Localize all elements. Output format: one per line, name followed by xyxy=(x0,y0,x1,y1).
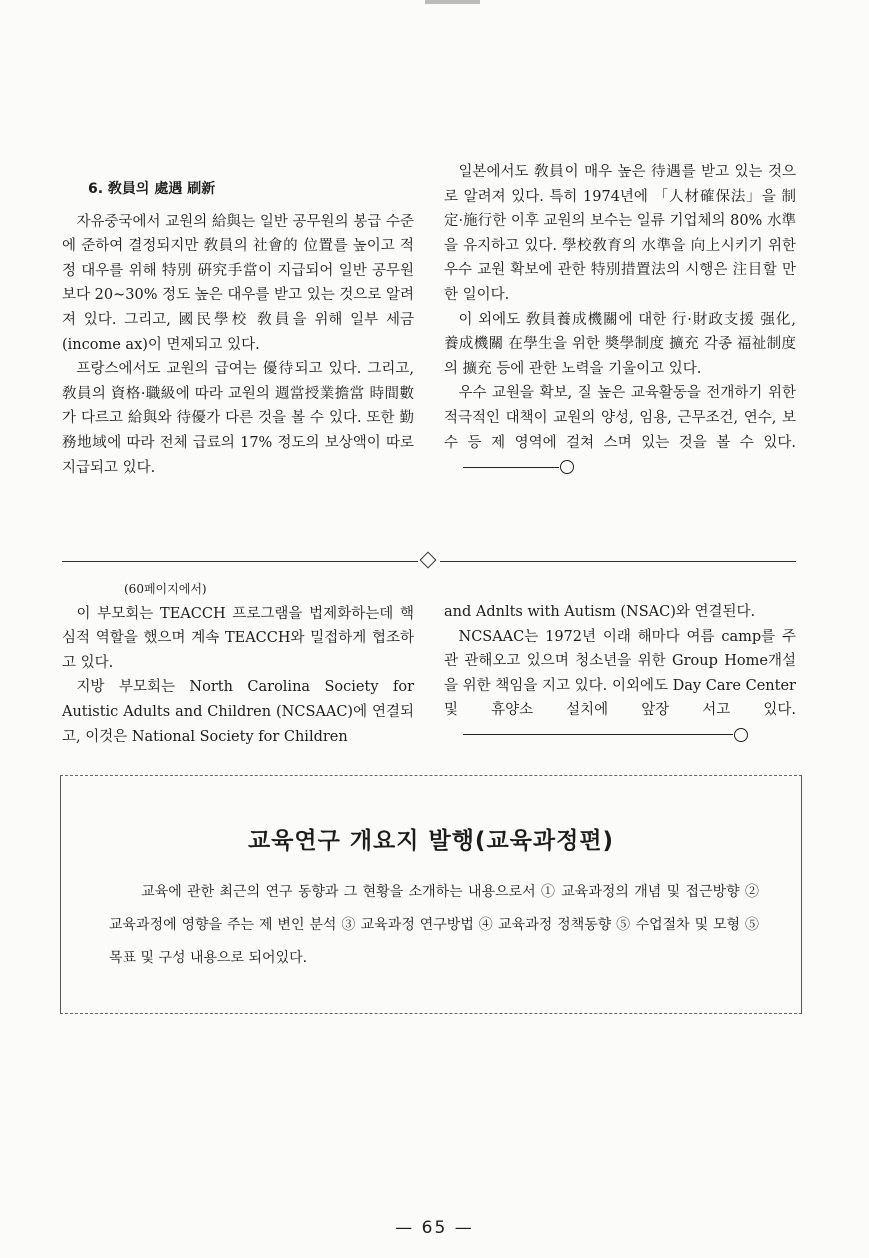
upper-right-column xyxy=(444,160,796,480)
paragraph: 일본에서도 敎員이 매우 높은 待遇를 받고 있는 것으로 알려져 있다. 특히 1974년에 「人材確保法」을 制定·施行한 이후 교원의 보수는 일류 기업체의 80% 水準을 유지하고 있다. 學校敎育의 水準을 向上시키기 위한 우수 교원 확보에 관한 特別措置法의 시행은 注目할 만한 일이다. xyxy=(444,164,796,303)
notice-title: 교육연구 개요지 발행(교육과정편) xyxy=(247,828,615,854)
section-heading: 6. 敎員의 處遇 刷新 xyxy=(88,181,216,197)
top-edge-mark xyxy=(425,0,480,4)
notice-box xyxy=(60,775,802,1014)
continued-from-note: (60페이지에서) xyxy=(124,582,207,596)
page-number: — 65 — xyxy=(395,1218,474,1238)
paragraph: 지방 부모회는 North Carolina Society for Autistic Adults and Children (NCSAAC)에 연결되고, 이것은 National Society for Children xyxy=(62,679,414,745)
section-divider-left xyxy=(62,561,418,562)
paragraph-text: NCSAAC는 1972년 이래 해마다 여름 camp를 주관 관해오고 있으며 청소년을 위한 Group Home개설을 위한 책임을 지고 있다. 이외에도 Day Care Center 및 휴양소 설치에 앞장 서고 있다. xyxy=(444,628,796,719)
paragraph: 이 부모회는 TEACCH 프로그램을 법제화하는데 핵심적 역할을 했으며 계속 TEACCH와 밀접하게 협조하고 있다. xyxy=(62,605,414,671)
notice-text: 교육에 관한 최근의 연구 동향과 그 현황을 소개하는 내용으로서 ① 교육과정의 개념 및 접근방향 ② 교육과정에 영향을 주는 제 변인 분석 ③ 교육과정 연구방법 ④ 교육과정 정책동향 ⑤ 수업절차 및 모형 ⑤ 목표 및 구성 내용으로 되어있다. xyxy=(109,884,759,966)
divider-diamond-icon xyxy=(420,552,437,569)
paragraph: 프랑스에서도 교원의 급여는 優待되고 있다. 그리고, 敎員의 資格·職級에 따라 교원의 週當授業擔當 時間數가 다르고 給與와 待優가 다른 것을 볼 수 있다. 또한 勤務地域에 따라 전체 급료의 17% 정도의 보상액이 따로 지급되고 있다. xyxy=(62,361,414,476)
end-of-article-mark xyxy=(444,723,748,748)
paragraph: and Adnlts with Autism (NSAC)와 연결된다. xyxy=(444,604,756,620)
lower-right-column xyxy=(444,600,796,748)
paragraph: 자유중국에서 교원의 給與는 일반 공무원의 봉급 수준에 준하여 결정되지만 敎員의 社會的 位置를 높이고 적정 대우를 위해 特別 硏究手當이 지급되어 일반 공무원보다 20~30% 정도 높은 대우를 받고 있는 것으로 알려져 있다. 그리고, 國民學校 敎員을 위해 일부 세금(income ax)이 면제되고 있다. xyxy=(62,213,414,353)
end-of-article-mark xyxy=(444,455,574,480)
paragraph-text: 우수 교원을 확보, 질 높은 교육활동을 전개하기 위한 적극적인 대책이 교원의 양성, 임용, 근무조건, 연수, 보수 등 제 영역에 걸쳐 스며 있는 것을 볼 수 있다. xyxy=(444,385,796,451)
notice-body xyxy=(109,876,759,975)
section-divider-right xyxy=(440,561,796,562)
upper-left-column xyxy=(62,177,414,480)
lower-left-column xyxy=(62,577,414,749)
paragraph xyxy=(444,625,796,748)
paragraph xyxy=(444,381,796,480)
paragraph: 이 외에도 敎員養成機關에 대한 行·財政支援 强化, 養成機關 在學生을 위한 奬學制度 擴充 각종 福祉制度의 擴充 등에 관한 노력을 기울이고 있다. xyxy=(444,311,796,377)
